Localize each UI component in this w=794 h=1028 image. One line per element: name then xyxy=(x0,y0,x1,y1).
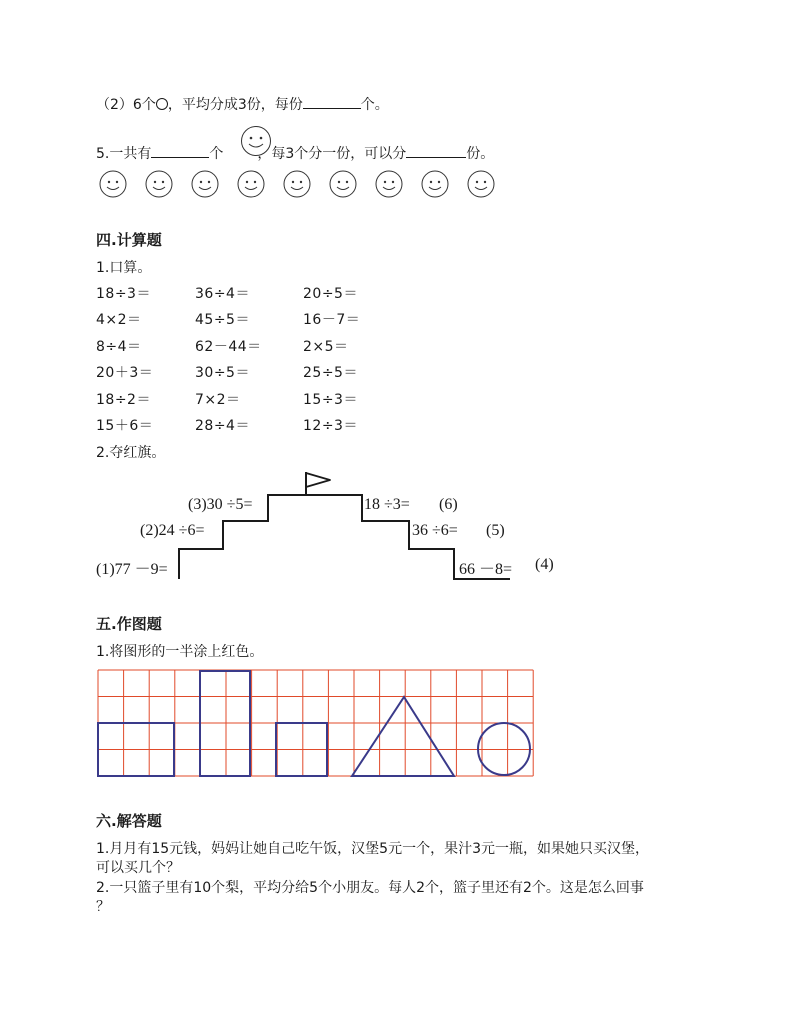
calc-item: 2×5＝ xyxy=(303,339,349,355)
section6-title: 六.解答题 xyxy=(96,812,162,830)
q1-title: 1.将图形的一半涂上红色。 xyxy=(96,644,264,660)
stair-line xyxy=(408,520,410,550)
smiley-icon xyxy=(467,170,495,198)
stair-line xyxy=(453,548,455,580)
stair-line xyxy=(222,520,268,522)
smiley-icon xyxy=(421,170,449,198)
calc-item: 62－44＝ xyxy=(195,339,262,355)
calc-item: 36÷4＝ xyxy=(195,286,250,302)
stair-step-5-number: (5) xyxy=(486,522,505,539)
stair-step-6-number: (6) xyxy=(439,496,458,513)
calc-item: 18÷3＝ xyxy=(96,286,151,302)
calc-item: 8÷4＝ xyxy=(96,339,142,355)
q4-part2-mid: ，平均分成3份，每份 xyxy=(167,97,303,113)
drawing-grid[interactable] xyxy=(96,668,534,780)
smiley-icon xyxy=(191,170,219,198)
flag-icon xyxy=(302,470,334,496)
stair-step-3: (3)30 ÷5= xyxy=(188,496,253,513)
calc-item: 30÷5＝ xyxy=(195,365,250,381)
smiley-icon xyxy=(145,170,173,198)
stair-line xyxy=(361,520,409,522)
problem-2-line-2: ？ xyxy=(96,899,110,915)
circle-icon xyxy=(156,98,168,110)
stair-line xyxy=(178,548,223,550)
q1-title: 1.口算。 xyxy=(96,260,152,276)
q2-title: 2.夺红旗。 xyxy=(96,445,166,461)
stair-step-6: 18 ÷3= xyxy=(364,496,410,513)
triangle-shape[interactable] xyxy=(352,697,454,776)
stair-line xyxy=(178,548,180,579)
problem-2-line-1: 2.一只篮子里有10个梨，平均分给5个小朋友。每人2个，篮子里还有2个。这是怎么回事 xyxy=(96,880,644,896)
calc-item: 25÷5＝ xyxy=(303,365,358,381)
stair-step-5: 36 ÷6= xyxy=(412,522,458,539)
calc-item: 20＋3＝ xyxy=(96,365,154,381)
q5-line xyxy=(96,143,494,163)
calc-item: 28÷4＝ xyxy=(195,418,250,434)
stair-step-1: (1)77 －9= xyxy=(96,561,168,578)
stair-line xyxy=(267,494,269,522)
calc-item: 4×2＝ xyxy=(96,312,142,328)
smiley-icon xyxy=(283,170,311,198)
section4-title: 四.计算题 xyxy=(96,231,162,249)
calc-item: 16－7＝ xyxy=(303,312,361,328)
calc-item: 45÷5＝ xyxy=(195,312,250,328)
problem-1-line-2: 可以买几个？ xyxy=(96,860,180,876)
stair-line xyxy=(222,520,224,550)
smiley-icon xyxy=(375,170,403,198)
smiley-icon xyxy=(99,170,127,198)
smiley-icon xyxy=(329,170,357,198)
answer-blank[interactable] xyxy=(406,143,466,158)
calc-item: 18÷2＝ xyxy=(96,392,151,408)
q5-suffix: ，每3个分一份，可以分 xyxy=(257,146,407,162)
q5-prefix: 5.一共有 xyxy=(96,146,152,162)
calc-item: 7×2＝ xyxy=(195,392,241,408)
q5-end: 份。 xyxy=(466,146,495,162)
problem-1-line-1: 1.月月有15元钱，妈妈让她自己吃午饭，汉堡5元一个，果汁3元一瓶，如果她只买汉堡， xyxy=(96,841,649,857)
q5-mid: 个 xyxy=(209,146,224,162)
stair-step-2: (2)24 ÷6= xyxy=(140,522,205,539)
calc-item: 12÷3＝ xyxy=(303,418,358,434)
q4-part2-suffix: 个。 xyxy=(360,97,389,113)
smiley-icon xyxy=(240,125,272,157)
q4-part2-line xyxy=(96,94,389,114)
q4-part2-prefix: （2）6个 xyxy=(96,97,156,113)
section5-title: 五.作图题 xyxy=(96,615,162,633)
stair-line xyxy=(361,494,363,522)
calc-item: 20÷5＝ xyxy=(303,286,358,302)
smiley-icon xyxy=(237,170,265,198)
stair-step-4: 66 －8= xyxy=(459,561,513,578)
calc-item: 15＋6＝ xyxy=(96,418,154,434)
stair-step-4-number: (4) xyxy=(535,556,554,573)
stair-line xyxy=(408,548,454,550)
calc-item: 15÷3＝ xyxy=(303,392,358,408)
answer-blank[interactable] xyxy=(303,94,361,109)
answer-blank[interactable] xyxy=(151,143,209,158)
